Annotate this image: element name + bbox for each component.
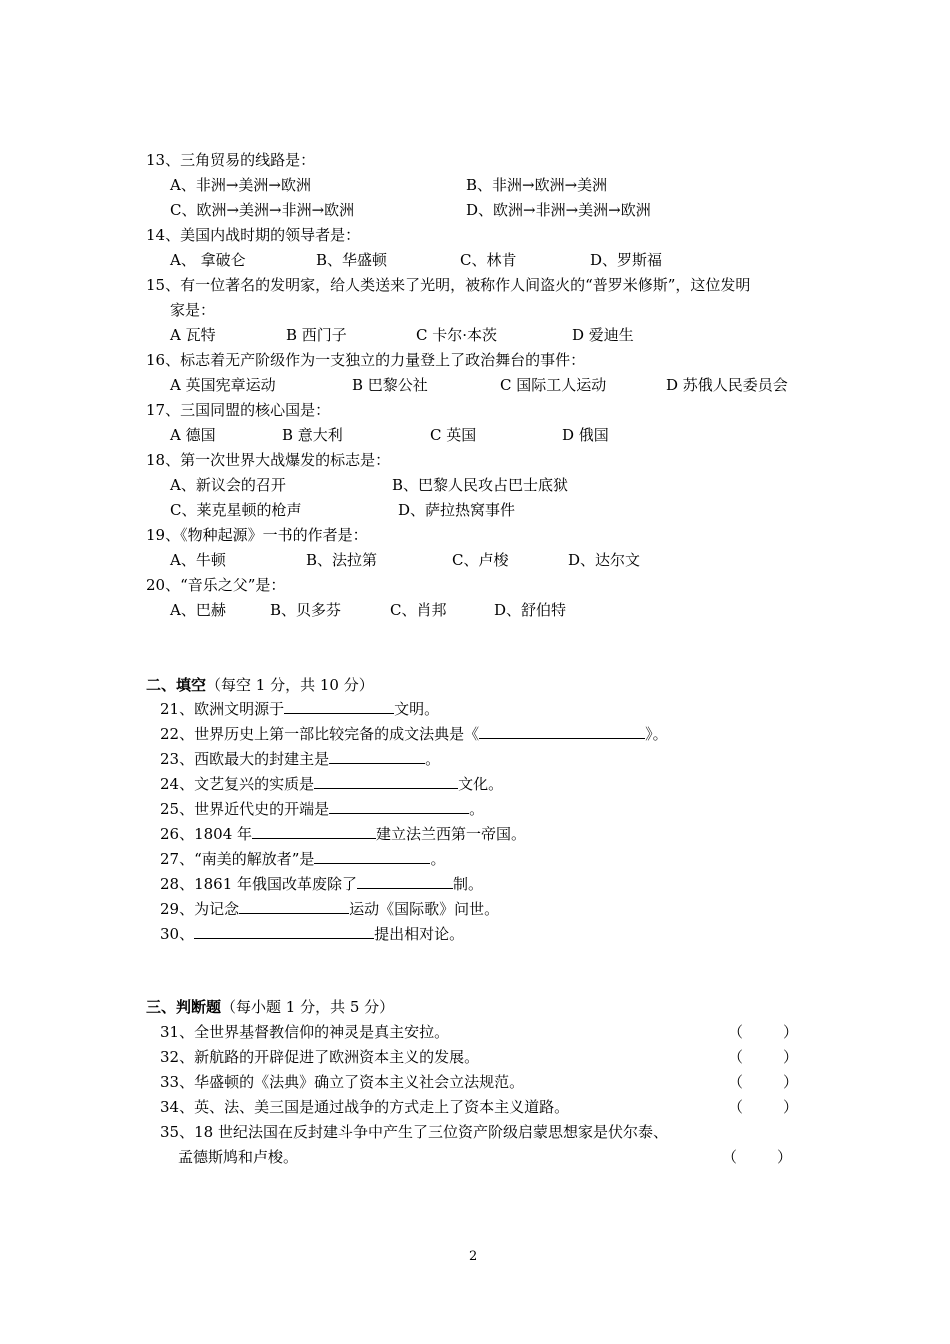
fill-item-29 [160,898,499,920]
fill-item-text: 建立法兰西第一帝国。 [376,825,527,843]
question-16-option-b: B 巴黎公社 [352,376,428,394]
answer-paren-33[interactable] [728,1071,798,1093]
fill-item-30 [160,923,464,945]
question-18-option-a: A、新议会的召开 [170,476,286,494]
question-13-option-a: A、非洲→美洲→欧洲 [170,176,311,194]
question-17-option-b: B 意大利 [282,426,343,444]
judge-item-31: 31、全世界基督教信仰的神灵是真主安拉。 [160,1023,450,1041]
paren-close: ） [777,1148,793,1166]
fill-item-text: 》。 [645,725,668,743]
answer-paren-35[interactable] [722,1146,792,1168]
question-16-option-c: C 国际工人运动 [500,376,607,394]
fill-section-note: （每空 1 分，共 10 分） [206,676,374,694]
answer-blank[interactable] [252,823,376,839]
fill-item-text: 30、 [160,925,195,943]
question-16-option-a: A 英国宪章运动 [170,376,276,394]
answer-blank[interactable] [329,748,425,764]
fill-item-text: 文化。 [458,775,504,793]
fill-item-text: 27、“南美的解放者”是 [160,850,315,868]
fill-item-23 [160,748,440,770]
question-15-stem: 15、有一位著名的发明家，给人类送来了光明，被称作人间盗火的“普罗米修斯”，这位发明 [146,276,751,294]
fill-item-27 [160,848,445,870]
paren-open: （ [728,1098,744,1116]
paren-close: ） [783,1048,799,1066]
paren-close: ） [783,1098,799,1116]
question-19-option-b: B、法拉第 [306,551,378,569]
question-14-option-b: B、华盛顿 [316,251,388,269]
question-20-option-b: B、贝多芬 [270,601,342,619]
question-14-option-c: C、林肯 [460,251,517,269]
question-14-stem: 14、美国内战时期的领导者是： [146,226,361,244]
question-16-stem: 16、标志着无产阶级作为一支独立的力量登上了政治舞台的事件： [146,351,586,369]
judge-section-title: 三、判断题 [146,998,222,1016]
fill-item-text: 运动《国际歌》问世。 [349,900,500,918]
fill-section-title: 二、填空 [146,676,207,694]
question-19-option-d: D、达尔文 [568,551,641,569]
fill-item-24 [160,773,503,795]
question-18-option-d: D、萨拉热窝事件 [398,501,516,519]
fill-item-21 [160,698,439,720]
question-14-option-d: D、罗斯福 [590,251,663,269]
question-19-option-a: A、牛顿 [170,551,226,569]
question-19-stem: 19、《物种起源》一书的作者是： [146,526,368,544]
answer-blank[interactable] [314,848,430,864]
judge-item-35-continued: 孟德斯鸠和卢梭。 [178,1148,299,1166]
fill-item-26 [160,823,526,845]
question-13-stem: 13、三角贸易的线路是： [146,151,316,169]
answer-blank[interactable] [314,773,458,789]
answer-blank[interactable] [284,698,394,714]
fill-item-text: 29、为记念 [160,900,240,918]
paren-open: （ [728,1073,744,1091]
answer-blank[interactable] [479,723,645,739]
fill-item-text: 26、1804 年 [160,825,253,843]
paren-open: （ [722,1148,738,1166]
answer-paren-34[interactable] [728,1096,798,1118]
question-20-option-c: C、肖邦 [390,601,447,619]
fill-item-text: 提出相对论。 [374,925,465,943]
paren-close: ） [783,1023,799,1041]
answer-blank[interactable] [194,923,374,939]
judge-item-33: 33、华盛顿的《法典》确立了资本主义社会立法规范。 [160,1073,525,1091]
judge-item-35: 35、18 世纪法国在反封建斗争中产生了三位资产阶级启蒙思想家是伏尔泰、 [160,1123,668,1141]
judge-section-note: （每小题 1 分，共 5 分） [221,998,395,1016]
fill-item-text: 。 [430,850,446,868]
question-20-stem: 20、“音乐之父”是： [146,576,286,594]
answer-paren-32[interactable] [728,1046,798,1068]
fill-item-text: 制。 [453,875,484,893]
paren-open: （ [728,1048,744,1066]
fill-item-text: 22、世界历史上第一部比较完备的成文法典是《 [160,725,480,743]
question-17-option-a: A 德国 [170,426,216,444]
fill-item-text: 23、西欧最大的封建主是 [160,750,330,768]
fill-item-25 [160,798,484,820]
fill-item-text: 文明。 [394,700,440,718]
fill-item-28 [160,873,483,895]
question-16-option-d: D 苏俄人民委员会 [666,376,788,394]
page-number: 2 [469,1249,478,1264]
paren-close: ） [783,1073,799,1091]
question-20-option-a: A、巴赫 [170,601,226,619]
question-17-option-c: C 英国 [430,426,477,444]
question-13-option-c: C、欧洲→美洲→非洲→欧洲 [170,201,355,219]
question-15-option-b: B 西门子 [286,326,347,344]
answer-blank[interactable] [357,873,453,889]
judge-item-34: 34、英、法、美三国是通过战争的方式走上了资本主义道路。 [160,1098,570,1116]
answer-blank[interactable] [329,798,469,814]
question-14-option-a: A、 拿破仑 [170,251,246,269]
question-13-option-b: B、非洲→欧洲→美洲 [466,176,608,194]
question-15-stem-continued: 家是： [170,301,216,319]
fill-item-text: 28、1861 年俄国改革废除了 [160,875,358,893]
question-17-stem: 17、三国同盟的核心国是： [146,401,331,419]
fill-item-text: 24、文艺复兴的实质是 [160,775,315,793]
question-20-option-d: D、舒伯特 [494,601,567,619]
answer-paren-31[interactable] [728,1021,798,1043]
judge-section-heading [146,996,394,1018]
question-15-option-c: C 卡尔·本茨 [416,326,498,344]
question-15-option-d: D 爱迪生 [572,326,634,344]
question-18-option-c: C、莱克星顿的枪声 [170,501,302,519]
fill-section-heading [146,674,374,696]
question-17-option-d: D 俄国 [562,426,609,444]
question-18-stem: 18、第一次世界大战爆发的标志是： [146,451,391,469]
question-18-option-b: B、巴黎人民攻占巴士底狱 [392,476,569,494]
question-13-option-d: D、欧洲→非洲→美洲→欧洲 [466,201,651,219]
question-15-option-a: A 瓦特 [170,326,216,344]
question-19-option-c: C、卢梭 [452,551,509,569]
answer-blank[interactable] [239,898,349,914]
fill-item-text: 。 [425,750,441,768]
paren-open: （ [728,1023,744,1041]
fill-item-22 [160,723,668,745]
fill-item-text: 25、世界近代史的开端是 [160,800,330,818]
fill-item-text: 。 [469,800,485,818]
fill-item-text: 21、欧洲文明源于 [160,700,285,718]
judge-item-32: 32、新航路的开辟促进了欧洲资本主义的发展。 [160,1048,480,1066]
